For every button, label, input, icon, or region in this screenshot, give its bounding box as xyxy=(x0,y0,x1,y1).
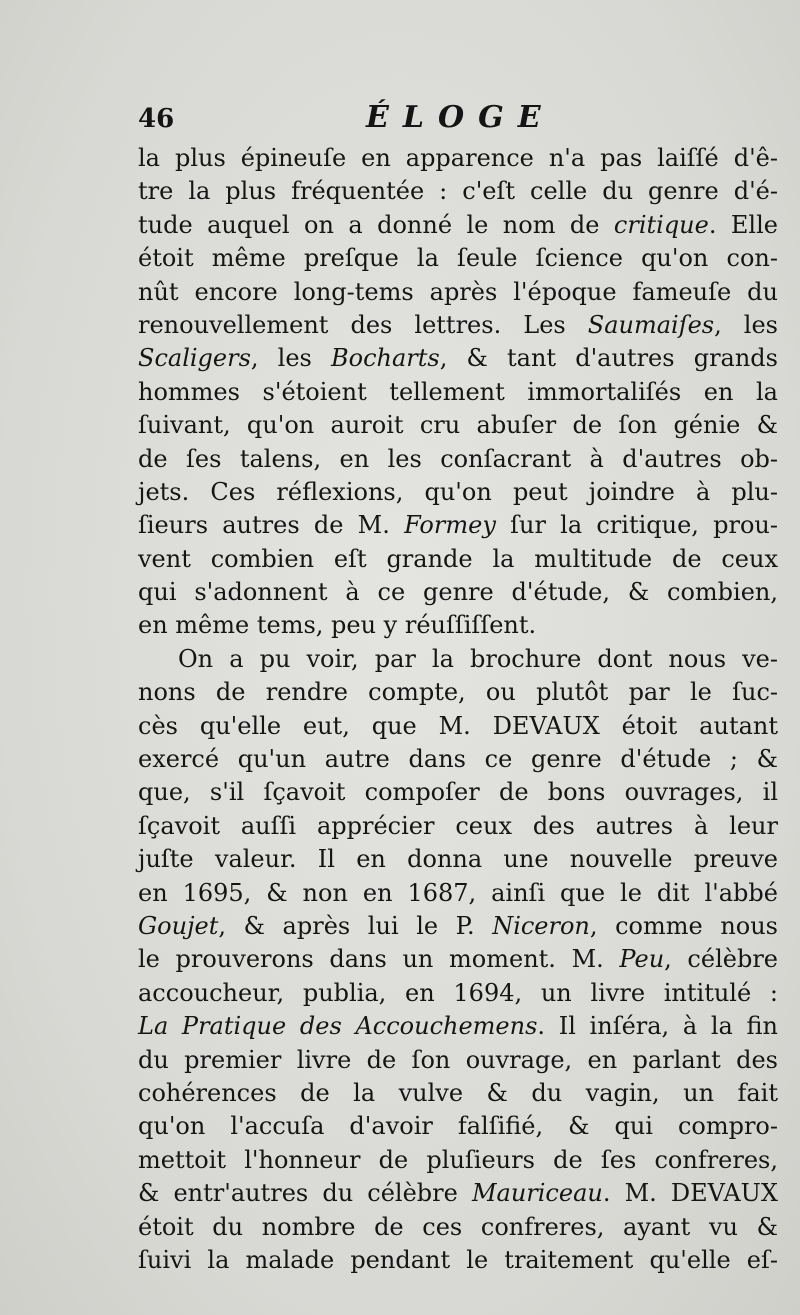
text-segment: . Elle xyxy=(708,210,778,239)
text-segment: mettoit l'honneur de pluſieurs de ſes confreres, xyxy=(138,1145,778,1174)
text-line xyxy=(138,710,778,743)
text-segment: juſte valeur. Il en donna une nouvelle preuve xyxy=(138,845,778,874)
text-segment: le prouverons dans un moment. M. xyxy=(138,945,620,974)
text-line xyxy=(138,676,778,709)
text-segment: jets. Ces réflexions, qu'on peut joindre à plu- xyxy=(138,477,778,506)
body-text xyxy=(138,142,778,1277)
text-segment: cès qu'elle eut, que M. DEVAUX étoit autant xyxy=(138,711,778,740)
text-segment: de ſes talens, en les conſacrant à d'autres ob- xyxy=(138,444,778,473)
text-segment: , les xyxy=(250,344,332,373)
text-segment: la plus épineuſe en apparence n'a pas laiſſé d'ê- xyxy=(138,144,778,172)
paragraph xyxy=(138,142,778,643)
italic-text: La Pratique des Accouchemens xyxy=(138,1012,538,1041)
text-line xyxy=(138,476,778,509)
text-line xyxy=(138,1211,778,1244)
text-line xyxy=(138,443,778,476)
text-segment: qui s'adonnent à ce genre d'étude, & combien, xyxy=(138,578,778,607)
text-segment: en 1695, & non en 1687, ainſi que le dit l'abbé xyxy=(138,878,778,907)
text-segment: , les xyxy=(714,310,779,339)
text-line xyxy=(138,1044,778,1077)
text-segment: ſuivi la malade pendant le traitement qu'elle eſ- xyxy=(138,1245,778,1274)
text-line xyxy=(138,877,778,910)
italic-text: Goujet xyxy=(138,911,219,940)
text-segment: vent combien eſt grande la multitude de ceux xyxy=(138,544,778,573)
text-line xyxy=(138,175,778,208)
text-line xyxy=(138,609,778,642)
text-segment: & entr'autres du célèbre xyxy=(138,1179,472,1208)
text-segment: . M. DEVAUX xyxy=(602,1179,778,1208)
italic-text: Peu xyxy=(619,945,665,974)
text-line xyxy=(138,1110,778,1143)
text-segment: , célèbre xyxy=(664,945,778,974)
text-line xyxy=(138,209,778,242)
text-line xyxy=(138,309,778,342)
text-segment: qu'on l'accuſa d'avoir falſifié, & qui compro- xyxy=(138,1112,778,1141)
text-segment: nût encore long-tems après l'époque fameuſe du xyxy=(138,277,778,306)
text-line xyxy=(138,342,778,375)
text-segment: que, s'il ſçavoit compoſer de bons ouvrages, il xyxy=(138,778,778,807)
text-line xyxy=(138,1077,778,1110)
text-segment: tre la plus fréquentée : c'eſt celle du genre d'é- xyxy=(138,177,778,206)
text-line xyxy=(138,1010,778,1043)
text-line xyxy=(138,276,778,309)
text-segment: ſçavoit auſſi apprécier ceux des autres à leur xyxy=(138,811,778,840)
text-segment: hommes s'étoient tellement immortaliſés en la xyxy=(138,377,778,406)
text-segment: ſieurs autres de M. xyxy=(138,511,405,540)
text-segment: , & tant d'autres grands xyxy=(439,344,778,373)
text-line xyxy=(138,242,778,275)
page-header xyxy=(138,98,778,138)
text-line xyxy=(138,643,778,676)
text-segment: en même tems, peu y réuſſiſſent. xyxy=(138,611,537,640)
text-line xyxy=(138,910,778,943)
text-line xyxy=(138,142,778,175)
text-line xyxy=(138,843,778,876)
text-line xyxy=(138,409,778,442)
text-segment: renouvellement des lettres. Les xyxy=(138,310,588,339)
text-line xyxy=(138,509,778,542)
text-segment: tude auquel on a donné le nom de xyxy=(138,210,614,239)
text-segment: , comme nous xyxy=(589,911,778,940)
text-line xyxy=(138,1144,778,1177)
page-number: 46 xyxy=(138,104,175,134)
running-title: ÉLOGE xyxy=(366,100,555,135)
text-line xyxy=(138,776,778,809)
text-segment: étoit du nombre de ces confreres, ayant vu & xyxy=(138,1212,778,1241)
paragraph xyxy=(138,643,778,1277)
text-segment: . Il inſéra, à la fin xyxy=(537,1012,778,1041)
text-segment: nons de rendre compte, ou plutôt par le ſuc- xyxy=(138,678,778,707)
text-segment: cohérences de la vulve & du vagin, un fait xyxy=(138,1078,778,1107)
text-line xyxy=(138,1244,778,1277)
text-segment: exercé qu'un autre dans ce genre d'étude ; & xyxy=(138,745,778,774)
text-segment: étoit même preſque la ſeule ſcience qu'on con- xyxy=(138,244,778,273)
italic-text: Formey xyxy=(404,511,496,540)
text-line xyxy=(138,376,778,409)
italic-text: Scaligers xyxy=(138,344,251,373)
text-line xyxy=(138,1177,778,1210)
italic-text: Bocharts xyxy=(331,344,440,373)
italic-text: Niceron xyxy=(492,911,590,940)
text-segment: ſur la critique, prou- xyxy=(495,511,778,540)
text-line xyxy=(138,943,778,976)
text-line xyxy=(138,977,778,1010)
text-segment: On a pu voir, par la brochure dont nous ve- xyxy=(178,644,778,673)
text-line xyxy=(138,543,778,576)
text-line xyxy=(138,743,778,776)
text-line xyxy=(138,576,778,609)
text-segment: accoucheur, publia, en 1694, un livre intitulé : xyxy=(138,978,778,1007)
italic-text: Mauriceau xyxy=(471,1179,603,1208)
text-segment: , & après lui le P. xyxy=(218,911,493,940)
text-line xyxy=(138,810,778,843)
text-segment: du premier livre de ſon ouvrage, en parlant des xyxy=(138,1045,778,1074)
text-segment: ſuivant, qu'on auroit cru abuſer de ſon génie & xyxy=(138,411,778,440)
italic-text: critique xyxy=(613,210,709,239)
italic-text: Saumaiſes xyxy=(587,310,715,339)
